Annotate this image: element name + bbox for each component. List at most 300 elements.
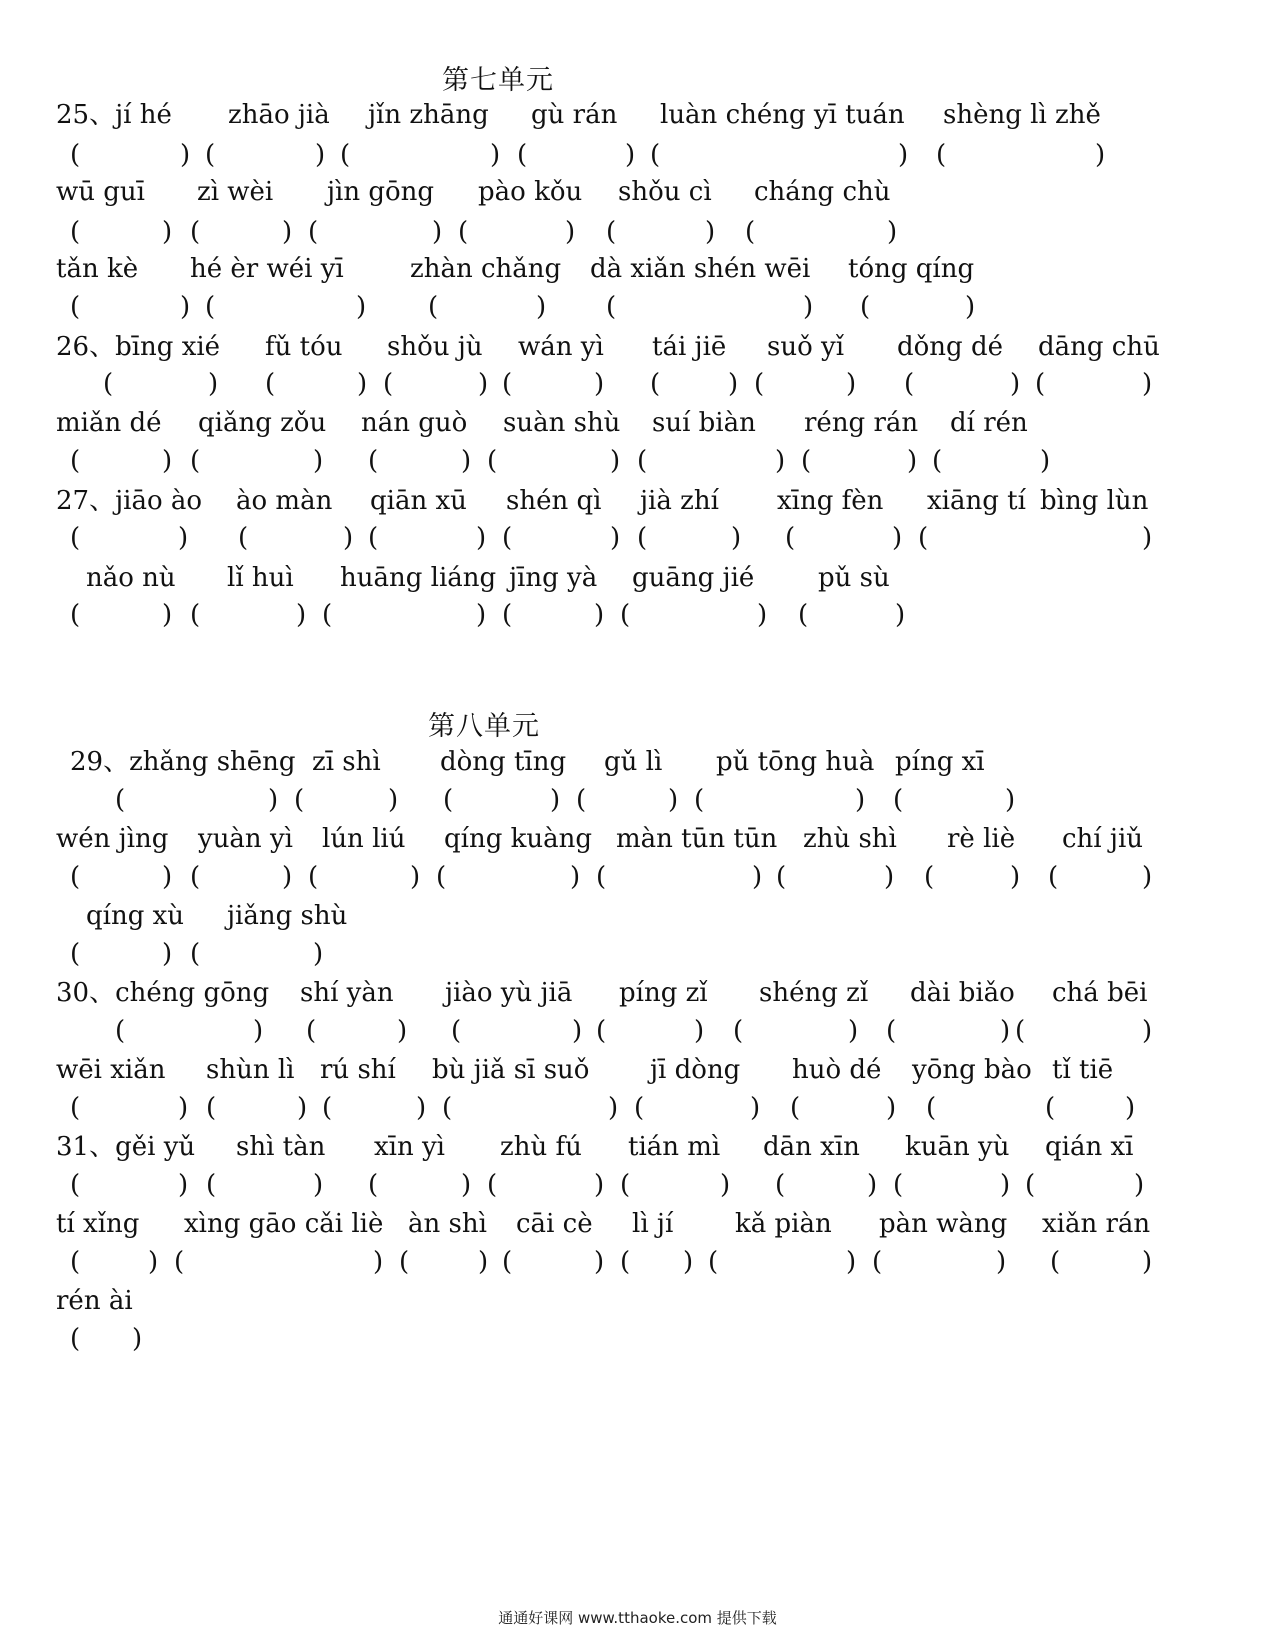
pinyin-item: wán yì [518,332,604,362]
bracket-open: ( [442,1093,453,1123]
bracket-open: ( [775,1170,786,1200]
pinyin-item: xīng fèn [777,486,884,516]
bracket-close: ) [728,369,739,399]
bracket-close: ) [898,140,909,170]
bracket-open: ( [926,1093,937,1123]
pinyin-item: dài biǎo [910,978,1015,1008]
bracket-open: ( [70,600,81,630]
pinyin-item: shǒu jù [387,332,483,362]
bracket-open: ( [502,369,513,399]
answer-row [0,598,1275,638]
question-number: 30、 [56,978,116,1008]
bracket-open: ( [103,369,114,399]
bracket-open: ( [436,862,447,892]
pinyin-item: xīn yì [374,1132,445,1162]
pinyin-row [0,822,1275,862]
bracket-open: ( [1035,369,1046,399]
pinyin-item: pàn wàng [879,1209,1008,1239]
bracket-close: ) [162,939,173,969]
bracket-close: ) [478,1247,489,1277]
bracket-open: ( [872,1247,883,1277]
pinyin-row [0,406,1275,446]
pinyin-item: wū guī [56,177,145,207]
bracket-open: ( [70,939,81,969]
pinyin-item: píng zǐ [619,978,708,1008]
pinyin-item: yuàn yì [198,824,293,854]
bracket-close: ) [803,292,814,322]
pinyin-item: gù rán [531,100,618,130]
bracket-close: ) [313,1170,324,1200]
bracket-open: ( [190,217,201,247]
bracket-open: ( [733,1016,744,1046]
bracket-open: ( [174,1247,185,1277]
bracket-close: ) [178,523,189,553]
bracket-close: ) [416,1093,427,1123]
bracket-open: ( [322,600,333,630]
bracket-close: ) [180,292,191,322]
bracket-open: ( [70,1247,81,1277]
bracket-open: ( [502,523,513,553]
pinyin-item: qiān xū [370,486,467,516]
pinyin-item: zì wèi [197,177,274,207]
bracket-close: ) [461,1170,472,1200]
pinyin-item: nán guò [361,408,468,438]
pinyin-item: 25、jí hé [56,100,172,130]
bracket-open: ( [308,862,319,892]
pinyin-item: guāng jié [632,563,755,593]
bracket-open: ( [115,1016,126,1046]
pinyin-item: àn shì [408,1209,487,1239]
bracket-close: ) [625,140,636,170]
bracket-close: ) [180,140,191,170]
question-number: 31、 [56,1132,116,1162]
bracket-close: ) [490,140,501,170]
pinyin-item: lǐ huì [227,563,294,593]
bracket-close: ) [750,1093,761,1123]
bracket-close: ) [178,1170,189,1200]
pinyin-item: shí yàn [300,978,394,1008]
bracket-close: ) [1010,862,1021,892]
bracket-open: ( [458,217,469,247]
bracket-open: ( [634,1093,645,1123]
pinyin-item: rú shí [320,1055,396,1085]
bracket-close: ) [907,446,918,476]
pinyin-item: rén ài [56,1286,133,1316]
bracket-close: ) [608,1093,619,1123]
bracket-open: ( [650,369,661,399]
bracket-close: ) [610,446,621,476]
bracket-open: ( [893,785,904,815]
answer-row [0,215,1275,255]
bracket-open: ( [70,217,81,247]
bracket-close: ) [884,862,895,892]
pinyin-item: rè liè [947,824,1016,854]
bracket-close: ) [752,862,763,892]
bracket-open: ( [620,600,631,630]
bracket-open: ( [206,1170,217,1200]
pinyin-item: jiào yù jiā [445,978,573,1008]
bracket-open: ( [190,446,201,476]
pinyin-item: dāng chū [1038,332,1160,362]
bracket-close: ) [1000,1016,1011,1046]
bracket-close: ) [313,446,324,476]
bracket-close: ) [461,446,472,476]
bracket-open: ( [620,1170,631,1200]
bracket-close: ) [1095,140,1106,170]
bracket-close: ) [313,939,324,969]
answer-row [0,138,1275,178]
bracket-close: ) [208,369,219,399]
pinyin-item: shǒu cì [618,177,712,207]
pinyin-item: jī dòng [650,1055,741,1085]
bracket-open: ( [1015,1016,1026,1046]
bracket-open: ( [205,292,216,322]
bracket-close: ) [1142,1247,1153,1277]
bracket-close: ) [356,292,367,322]
bracket-open: ( [708,1247,719,1277]
bracket-open: ( [596,862,607,892]
bracket-close: ) [694,1016,705,1046]
answer-row [0,783,1275,823]
bracket-close: ) [1142,1016,1153,1046]
pinyin-item: bìng lùn [1040,486,1149,516]
bracket-close: ) [357,369,368,399]
bracket-open: ( [517,140,528,170]
question-number: 26、 [56,332,116,362]
bracket-close: ) [297,1093,308,1123]
bracket-open: ( [70,523,81,553]
answer-row [0,1091,1275,1131]
pinyin-item: luàn chéng yī tuán [660,100,905,130]
bracket-open: ( [745,217,756,247]
bracket-open: ( [190,939,201,969]
bracket-close: ) [775,446,786,476]
bracket-close: ) [162,862,173,892]
answer-row [0,860,1275,900]
question-number: 25、 [56,100,116,130]
bracket-close: ) [846,1247,857,1277]
pinyin-row [0,1053,1275,1093]
answer-row [0,444,1275,484]
pinyin-item: zī shì [312,747,381,777]
bracket-open: ( [924,862,935,892]
bracket-close: ) [476,523,487,553]
bracket-open: ( [205,140,216,170]
pinyin-row [0,899,1275,939]
pinyin-item: zhù fú [500,1132,582,1162]
bracket-open: ( [70,862,81,892]
pinyin-item: dí rén [950,408,1028,438]
bracket-open: ( [190,862,201,892]
pinyin-item: cháng chù [754,177,891,207]
bracket-close: ) [550,785,561,815]
pinyin-row [0,745,1275,785]
bracket-open: ( [694,785,705,815]
bracket-close: ) [132,1324,143,1354]
bracket-close: ) [1142,369,1153,399]
bracket-open: ( [190,600,201,630]
bracket-open: ( [487,1170,498,1200]
pinyin-item: shì tàn [236,1132,326,1162]
bracket-close: ) [1005,785,1016,815]
bracket-close: ) [432,217,443,247]
pinyin-item: màn tūn tūn [616,824,778,854]
bracket-close: ) [731,523,742,553]
pinyin-item: shùn lì [206,1055,295,1085]
bracket-close: ) [476,600,487,630]
bracket-close: ) [887,217,898,247]
pinyin-item: pào kǒu [478,177,583,207]
pinyin-item: kuān yù [905,1132,1010,1162]
pinyin-item: qián xī [1045,1132,1134,1162]
pinyin-item: shén qì [506,486,602,516]
bracket-open: ( [785,523,796,553]
pinyin-item: pǔ sù [818,563,890,593]
answer-row [0,290,1275,330]
pinyin-item: cāi cè [516,1209,593,1239]
bracket-close: ) [162,446,173,476]
bracket-close: ) [1040,446,1051,476]
bracket-open: ( [443,785,454,815]
bracket-open: ( [368,523,379,553]
pinyin-item: xiāng tí [927,486,1026,516]
pinyin-item: xiǎn rán [1042,1209,1151,1239]
bracket-close: ) [668,785,679,815]
bracket-open: ( [1045,1093,1056,1123]
bracket-close: ) [282,862,293,892]
bracket-close: ) [610,523,621,553]
pinyin-item: tóng qíng [848,254,975,284]
pinyin-item: xìng gāo cǎi liè [184,1209,384,1239]
bracket-close: ) [373,1247,384,1277]
pinyin-item: 26、bīng xié [56,332,221,362]
pinyin-item: ào màn [236,486,333,516]
pinyin-item: tí xǐng [56,1209,140,1239]
bracket-close: ) [343,523,354,553]
pinyin-item: shèng lì zhě [943,100,1101,130]
bracket-open: ( [206,1093,217,1123]
bracket-open: ( [893,1170,904,1200]
pinyin-item: tái jiē [652,332,727,362]
answer-row [0,1245,1275,1285]
bracket-open: ( [428,292,439,322]
bracket-close: ) [1125,1093,1136,1123]
pinyin-item: qíng xù [86,901,185,931]
pinyin-row [0,1284,1275,1324]
bracket-open: ( [1050,1247,1061,1277]
bracket-close: ) [594,369,605,399]
bracket-open: ( [637,446,648,476]
bracket-close: ) [886,1093,897,1123]
answer-row [0,1014,1275,1054]
bracket-close: ) [867,1170,878,1200]
bracket-open: ( [70,446,81,476]
bracket-open: ( [798,600,809,630]
bracket-close: ) [848,1016,859,1046]
bracket-open: ( [502,1247,513,1277]
bracket-close: ) [1010,369,1021,399]
pinyin-item: dà xiǎn shén wēi [590,254,811,284]
bracket-open: ( [368,446,379,476]
pinyin-item: 29、zhǎng shēng [70,747,296,777]
bracket-open: ( [620,1247,631,1277]
question-number: 27、 [56,486,116,516]
bracket-open: ( [936,140,947,170]
pinyin-item: yōng bào [912,1055,1032,1085]
bracket-open: ( [70,1170,81,1200]
bracket-open: ( [322,1093,333,1123]
bracket-close: ) [478,369,489,399]
bracket-open: ( [918,523,929,553]
pinyin-row [0,1130,1275,1170]
pinyin-item: huò dé [792,1055,882,1085]
bracket-open: ( [451,1016,462,1046]
bracket-close: ) [253,1016,264,1046]
pinyin-item: suí biàn [652,408,756,438]
bracket-close: ) [895,600,906,630]
bracket-close: ) [268,785,279,815]
bracket-close: ) [965,292,976,322]
bracket-close: ) [162,600,173,630]
pinyin-item: chá bēi [1052,978,1148,1008]
question-number: 29、 [70,747,130,777]
bracket-open: ( [294,785,305,815]
answer-row [0,367,1275,407]
pinyin-row [0,976,1275,1016]
bracket-close: ) [705,217,716,247]
bracket-open: ( [308,217,319,247]
pinyin-row [0,175,1275,215]
unit7-title: 第七单元 [442,65,554,96]
pinyin-item: wén jìng [56,824,169,854]
pinyin-item: bù jiǎ sī suǒ [432,1055,590,1085]
bracket-open: ( [860,292,871,322]
pinyin-item: 27、jiāo ào [56,486,203,516]
bracket-open: ( [238,523,249,553]
pinyin-item: 30、chéng gōng [56,978,270,1008]
bracket-close: ) [846,369,857,399]
pinyin-item: suàn shù [503,408,621,438]
pinyin-item: tǐ tiē [1052,1055,1114,1085]
pinyin-item: dān xīn [763,1132,860,1162]
bracket-open: ( [265,369,276,399]
pinyin-item: huāng liáng [340,563,497,593]
bracket-close: ) [178,1093,189,1123]
bracket-close: ) [536,292,547,322]
bracket-open: ( [576,785,587,815]
bracket-close: ) [296,600,307,630]
pinyin-item: lún liú [322,824,406,854]
pinyin-row [0,330,1275,370]
bracket-close: ) [282,217,293,247]
bracket-open: ( [70,1324,81,1354]
bracket-open: ( [754,369,765,399]
pinyin-item: suǒ yǐ [767,332,845,362]
bracket-close: ) [315,140,326,170]
bracket-open: ( [368,1170,379,1200]
bracket-close: ) [397,1016,408,1046]
bracket-close: ) [1142,862,1153,892]
bracket-open: ( [70,292,81,322]
pinyin-item: jǐn zhāng [368,100,489,130]
bracket-close: ) [1142,523,1153,553]
bracket-open: ( [904,369,915,399]
pinyin-item: 31、gěi yǔ [56,1132,196,1162]
bracket-close: ) [572,1016,583,1046]
pinyin-item: shéng zǐ [759,978,869,1008]
pinyin-item: píng xī [895,747,985,777]
pinyin-item: nǎo nù [86,563,176,593]
bracket-open: ( [606,217,617,247]
bracket-close: ) [996,1247,1007,1277]
bracket-open: ( [487,446,498,476]
bracket-open: ( [383,369,394,399]
bracket-open: ( [70,140,81,170]
pinyin-item: fǔ tóu [265,332,343,362]
pinyin-item: zhù shì [803,824,897,854]
bracket-close: ) [594,600,605,630]
pinyin-item: jìn gōng [327,177,435,207]
pinyin-item: jià zhí [640,486,719,516]
bracket-open: ( [932,446,943,476]
bracket-close: ) [410,862,421,892]
pinyin-item: zhàn chǎng [410,254,562,284]
bracket-close: ) [757,600,768,630]
pinyin-row [0,561,1275,601]
bracket-close: ) [1134,1170,1145,1200]
pinyin-item: jiǎng shù [227,901,348,931]
bracket-close: ) [892,523,903,553]
pinyin-row [0,98,1275,138]
bracket-close: ) [162,217,173,247]
answer-row [0,937,1275,977]
bracket-open: ( [115,785,126,815]
bracket-close: ) [594,1170,605,1200]
pinyin-item: tián mì [628,1132,721,1162]
bracket-close: ) [720,1170,731,1200]
pinyin-item: tǎn kè [56,254,139,284]
pinyin-item: chí jiǔ [1062,824,1144,854]
bracket-close: ) [388,785,399,815]
bracket-open: ( [886,1016,897,1046]
bracket-open: ( [340,140,351,170]
pinyin-item: hé èr wéi yī [190,254,344,284]
bracket-close: ) [683,1247,694,1277]
bracket-close: ) [1000,1170,1011,1200]
bracket-close: ) [565,217,576,247]
bracket-open: ( [606,292,617,322]
bracket-open: ( [70,1093,81,1123]
pinyin-row [0,484,1275,524]
answer-row [0,1322,1275,1362]
pinyin-row [0,1207,1275,1247]
bracket-open: ( [502,600,513,630]
pinyin-item: kǎ piàn [735,1209,832,1239]
bracket-close: ) [148,1247,159,1277]
pinyin-item: qíng kuàng [444,824,593,854]
pinyin-item: zhāo jià [228,100,330,130]
bracket-close: ) [570,862,581,892]
pinyin-item: dǒng dé [897,332,1003,362]
unit8-title: 第八单元 [428,711,540,742]
bracket-open: ( [596,1016,607,1046]
bracket-open: ( [790,1093,801,1123]
answer-row [0,521,1275,561]
pinyin-item: dòng tīng [440,747,567,777]
pinyin-item: wēi xiǎn [56,1055,166,1085]
pinyin-item: lì jí [632,1209,674,1239]
answer-row [0,1168,1275,1208]
